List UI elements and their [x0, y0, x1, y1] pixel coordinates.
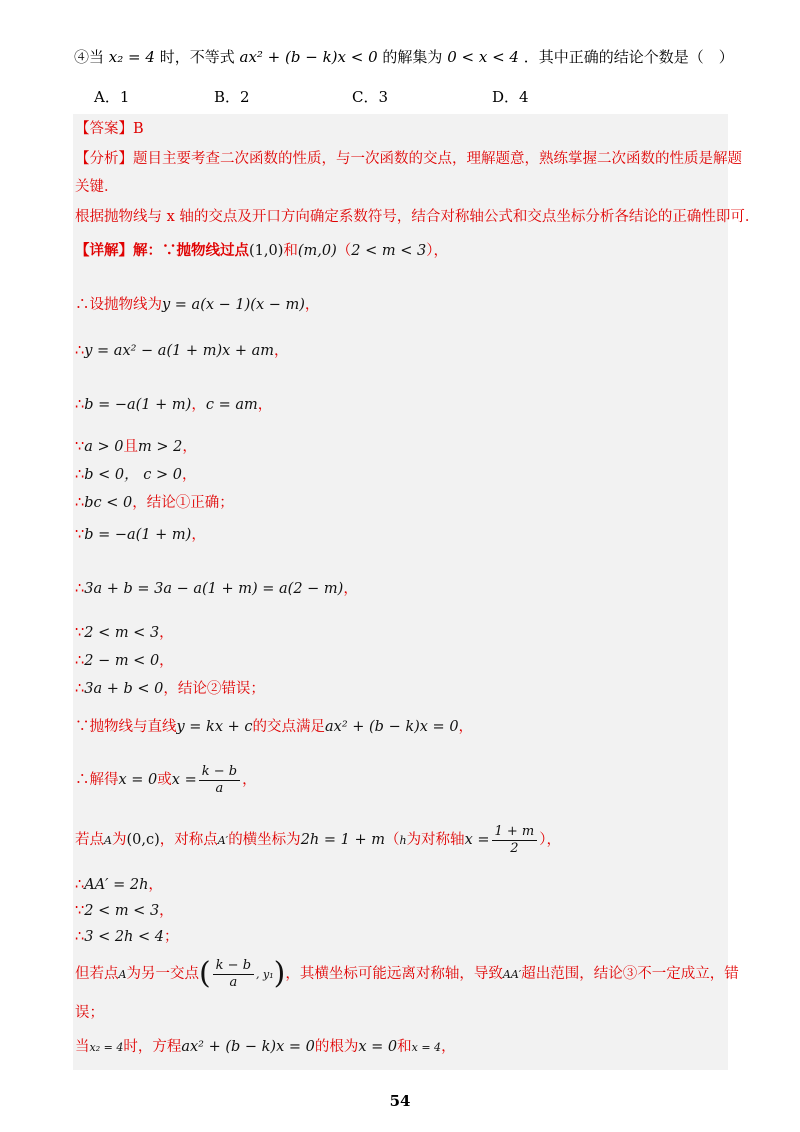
- text: ，: [304, 297, 320, 313]
- text: 且: [123, 439, 138, 455]
- text: ∵: [75, 527, 85, 543]
- step-line: [75, 650, 725, 672]
- fraction-numerator: 1 + m: [492, 824, 538, 841]
- step-line: [75, 900, 725, 922]
- text: ∴: [75, 397, 85, 413]
- step-line: [75, 952, 739, 997]
- step-line: [75, 622, 725, 644]
- option-a: A．1: [94, 88, 130, 106]
- text: ，对称点: [159, 832, 218, 848]
- fraction-numerator: k − b: [199, 764, 240, 781]
- step-line: [75, 678, 725, 700]
- text: ，: [181, 467, 197, 483]
- math: 3a + b = 3a − a(1 + m) = a(2 − m): [84, 581, 344, 597]
- math-condition: 2 < m < 3: [351, 243, 427, 259]
- text: ∴: [75, 495, 85, 511]
- analysis-line-3: 根据抛物线与 x 轴的交点及开口方向确定系数符号，结合对称轴公式和交点坐标分析各结论的正确性即可．: [75, 209, 760, 225]
- math: m > 2: [137, 439, 183, 455]
- math-solution-set: 0 < x < 4: [447, 48, 519, 66]
- math: x = 0: [358, 1039, 398, 1055]
- text: ，: [159, 625, 174, 641]
- text: ，: [159, 903, 174, 919]
- text: ∴: [75, 581, 85, 597]
- text: 为对称轴: [406, 832, 465, 848]
- text: 的横坐标为: [228, 832, 301, 848]
- text: ∴设抛物线为: [75, 297, 162, 313]
- text: ∵抛物线与直线: [75, 719, 177, 735]
- text: ∴: [75, 343, 85, 359]
- math: AA′ = 2h: [84, 877, 149, 893]
- text: ），: [426, 243, 448, 259]
- question-line: [74, 44, 754, 70]
- page-number: 54: [389, 1092, 411, 1110]
- step-line: [75, 926, 725, 948]
- text: 或: [157, 772, 172, 788]
- math: a > 0: [84, 439, 124, 455]
- analysis-line-1: 【分析】题目主要考查二次函数的性质，与一次函数的交点，理解题意，熟练掌握二次函数的性质是解题: [75, 151, 742, 167]
- math: x = 0: [118, 772, 158, 788]
- text: ，: [148, 877, 163, 893]
- text: ），: [539, 832, 562, 848]
- paren: (: [198, 956, 211, 991]
- text: ∵: [75, 439, 85, 455]
- math: bc < 0: [84, 495, 133, 511]
- text: ∵: [75, 625, 85, 641]
- point-m: (m,0): [297, 243, 337, 259]
- math: ax² + (b − k)x = 0: [325, 719, 459, 735]
- math: ax² + (b − k)x = 0: [181, 1039, 315, 1055]
- math: 2h = 1 + m: [300, 832, 385, 848]
- text: ∴: [75, 467, 85, 483]
- step-line: [75, 492, 725, 514]
- text: ∵: [75, 903, 85, 919]
- fraction-denominator: a: [229, 974, 238, 990]
- math: b < 0， c > 0: [84, 467, 182, 483]
- step-line: [75, 524, 725, 546]
- answer-line: 【答案】B: [75, 121, 144, 137]
- math: AA′: [502, 968, 522, 981]
- fraction: [213, 958, 254, 991]
- text: ，: [191, 527, 206, 543]
- step-line: [75, 578, 725, 600]
- text: ，: [242, 772, 257, 788]
- detail-line: [75, 240, 725, 262]
- paren: ): [273, 956, 286, 991]
- question-suffix: ．其中正确的结论个数是（ ）: [523, 48, 734, 66]
- math: 2 < m < 3: [84, 625, 160, 641]
- math: x = 4: [411, 1041, 442, 1054]
- math: (0,c): [126, 832, 160, 848]
- math: A′: [217, 834, 229, 847]
- question-prefix: ④当: [74, 48, 105, 66]
- math: x₂ = 4: [89, 1041, 124, 1054]
- text: ∴解得: [75, 772, 119, 788]
- math: 3 < 2h < 4: [84, 929, 164, 945]
- step-line: [75, 874, 725, 896]
- fraction: [492, 824, 538, 857]
- text: 和: [283, 243, 298, 259]
- math: A: [104, 834, 112, 847]
- step-line: 误；: [75, 1005, 104, 1021]
- math: y = kx + c: [176, 719, 253, 735]
- text: 时，方程: [123, 1039, 182, 1055]
- option-b: B．2: [214, 88, 250, 106]
- math: A: [118, 968, 127, 981]
- math: y = a(x − 1)(x − m): [162, 297, 305, 313]
- step-line: [75, 394, 725, 416]
- step-line: [75, 436, 725, 458]
- text: 的根为: [314, 1039, 359, 1055]
- text: 当: [75, 1039, 90, 1055]
- question-text: 的解集为: [382, 48, 443, 66]
- step-line: [75, 340, 725, 362]
- point-1: (1,0): [249, 243, 284, 259]
- text: 但若点: [75, 966, 119, 982]
- text: ∴: [75, 681, 85, 697]
- text: ，: [182, 439, 197, 455]
- text: 为: [111, 832, 127, 848]
- fraction-denominator: 2: [510, 840, 519, 856]
- math: , y₁: [256, 968, 274, 981]
- option-d: D．4: [492, 88, 529, 106]
- math: 2 < m < 3: [84, 903, 160, 919]
- text: ∴: [75, 929, 85, 945]
- text: 若点: [75, 832, 104, 848]
- text: 和: [397, 1039, 412, 1055]
- detail-head: 【详解】解：∵抛物线过点: [75, 242, 249, 259]
- analysis-line-2: 关键．: [75, 179, 119, 195]
- math: 2 − m < 0: [84, 653, 160, 669]
- text: ，: [274, 343, 289, 359]
- fraction-numerator: k − b: [213, 958, 254, 975]
- math: y = ax² − a(1 + m)x + am: [84, 343, 275, 359]
- step-line: [75, 762, 725, 798]
- text: 超出范围，结论③不一定成立，错: [521, 966, 739, 982]
- text: ，: [159, 653, 174, 669]
- step-line: [75, 1036, 725, 1059]
- text: ，: [441, 1039, 456, 1055]
- text: ，结论①正确；: [132, 495, 234, 511]
- text: ∴: [75, 653, 85, 669]
- math: b = −a(1 + m): [84, 397, 192, 413]
- option-c: C．3: [352, 88, 389, 106]
- text: ；: [163, 929, 179, 945]
- text: ∴: [75, 877, 85, 893]
- text: ，: [343, 581, 358, 597]
- step-line: [75, 716, 725, 738]
- math: b = −a(1 + m): [84, 527, 192, 543]
- text: 的交点满足: [252, 719, 326, 735]
- text: ，: [191, 397, 206, 413]
- fraction: [199, 764, 240, 797]
- question-text: 时，不等式: [159, 48, 235, 66]
- step-line: [75, 822, 725, 859]
- math: x =: [171, 772, 197, 788]
- math: x =: [464, 832, 490, 848]
- math: c = am: [205, 397, 258, 413]
- text: （: [384, 832, 400, 848]
- math: 3a + b < 0: [84, 681, 164, 697]
- text: （: [336, 243, 352, 259]
- text: ，其横坐标可能远离对称轴，导致: [285, 966, 503, 982]
- text: ，: [458, 719, 474, 735]
- step-line: [75, 464, 725, 486]
- math: h: [399, 834, 407, 847]
- text: ，结论②错误；: [163, 681, 265, 697]
- math-condition: x₂ = 4: [108, 48, 155, 66]
- text: 为另一交点: [126, 966, 199, 982]
- solution-box: [73, 114, 760, 1070]
- text: ，: [257, 397, 273, 413]
- fraction-denominator: a: [215, 780, 224, 796]
- math-inequality: ax² + (b − k)x < 0: [239, 48, 378, 66]
- step-line: [75, 294, 725, 316]
